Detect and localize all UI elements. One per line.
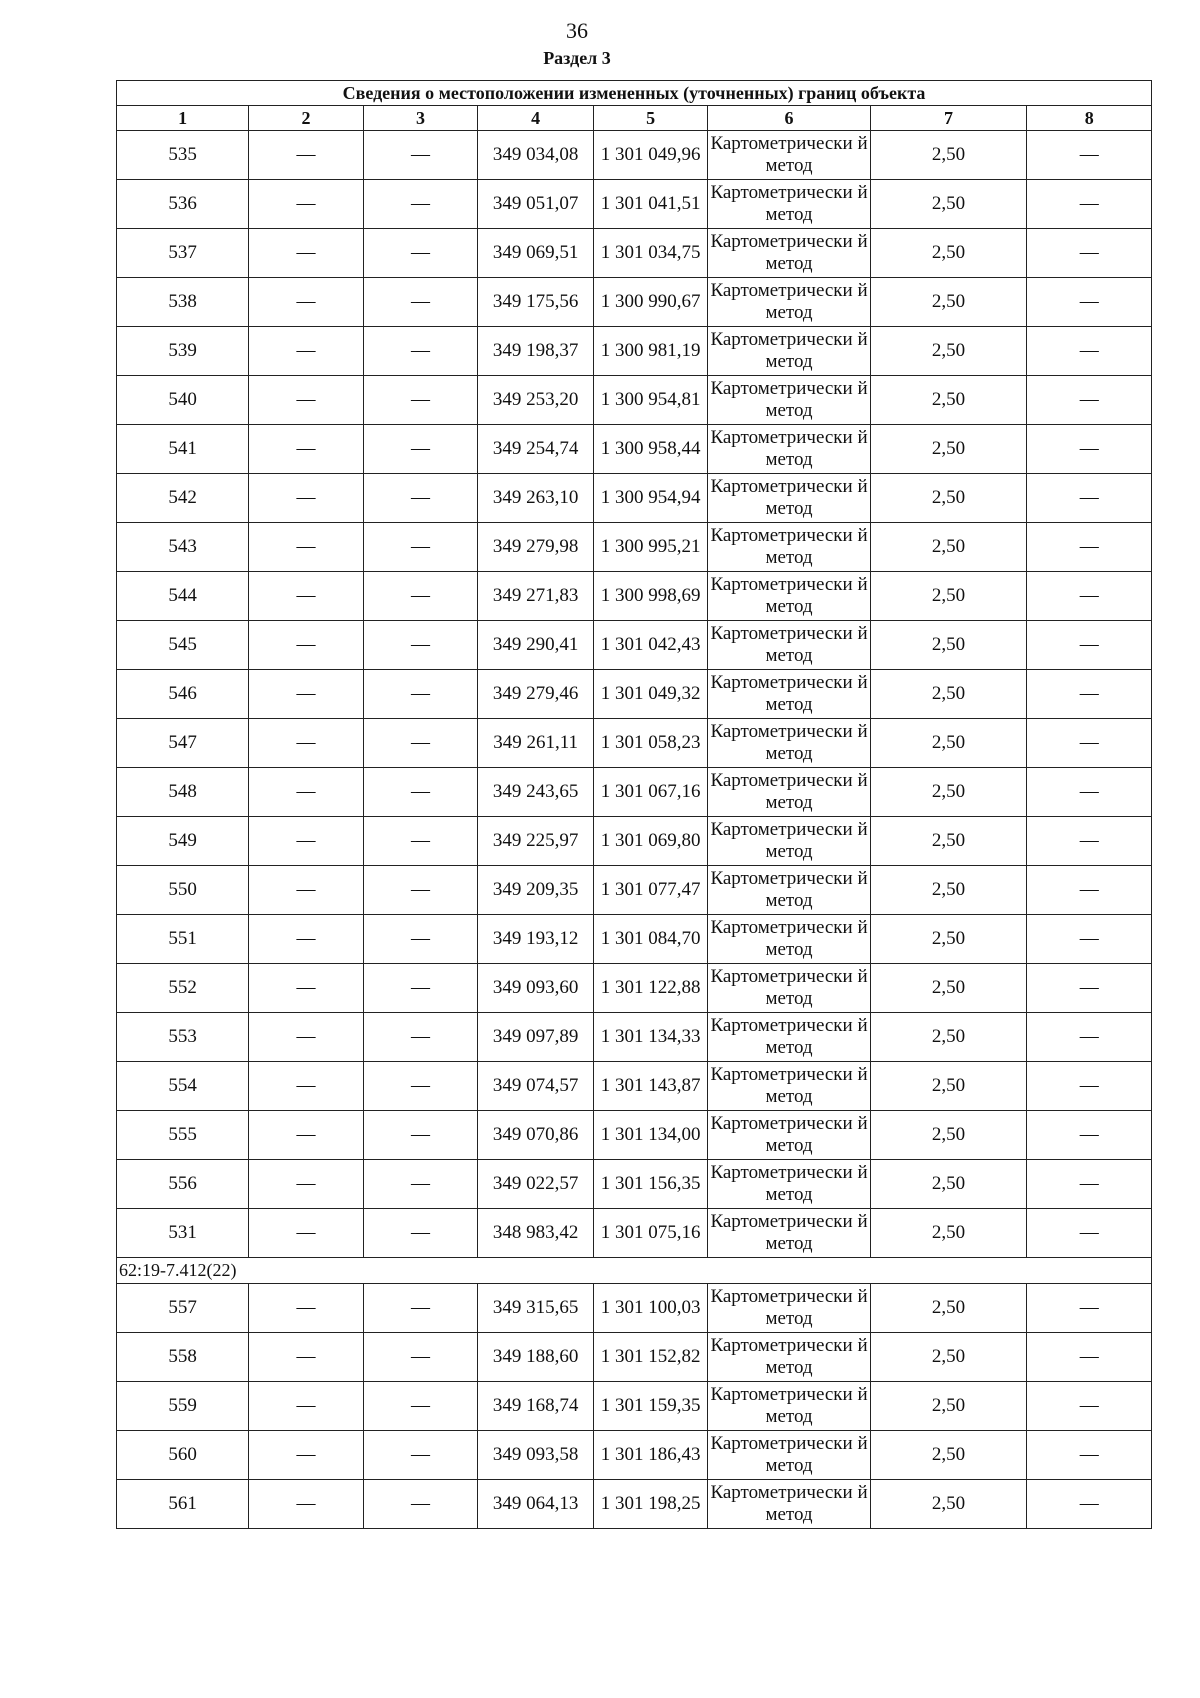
column-number: 1: [117, 106, 249, 131]
empty-value-cell: —: [363, 621, 478, 670]
empty-value-cell: —: [249, 817, 364, 866]
method-cell: Картометрически й метод: [708, 1382, 870, 1431]
accuracy-cell: 2,50: [870, 572, 1027, 621]
x-coordinate-cell: 349 271,83: [478, 572, 594, 621]
empty-value-cell: —: [363, 1480, 478, 1529]
empty-value-cell: —: [363, 670, 478, 719]
x-coordinate-cell: 349 074,57: [478, 1062, 594, 1111]
accuracy-cell: 2,50: [870, 670, 1027, 719]
empty-value-cell: —: [249, 964, 364, 1013]
x-coordinate-cell: 349 263,10: [478, 474, 594, 523]
method-cell: Картометрически й метод: [708, 523, 870, 572]
x-coordinate-cell: 349 188,60: [478, 1333, 594, 1382]
accuracy-cell: 2,50: [870, 278, 1027, 327]
empty-value-cell: —: [363, 1111, 478, 1160]
empty-value-cell: —: [363, 229, 478, 278]
x-coordinate-cell: 349 193,12: [478, 915, 594, 964]
accuracy-cell: 2,50: [870, 523, 1027, 572]
empty-value-cell: —: [1027, 915, 1152, 964]
method-cell: Картометрически й метод: [708, 768, 870, 817]
accuracy-cell: 2,50: [870, 964, 1027, 1013]
method-cell: Картометрически й метод: [708, 670, 870, 719]
method-cell: Картометрически й метод: [708, 1431, 870, 1480]
accuracy-cell: 2,50: [870, 1160, 1027, 1209]
x-coordinate-cell: 349 209,35: [478, 866, 594, 915]
empty-value-cell: —: [1027, 1013, 1152, 1062]
empty-value-cell: —: [363, 278, 478, 327]
empty-value-cell: —: [1027, 768, 1152, 817]
y-coordinate-cell: 1 301 156,35: [593, 1160, 708, 1209]
y-coordinate-cell: 1 301 084,70: [593, 915, 708, 964]
accuracy-cell: 2,50: [870, 1382, 1027, 1431]
empty-value-cell: —: [249, 180, 364, 229]
empty-value-cell: —: [249, 719, 364, 768]
empty-value-cell: —: [1027, 621, 1152, 670]
point-number-cell: 540: [117, 376, 249, 425]
method-cell: Картометрически й метод: [708, 1160, 870, 1209]
empty-value-cell: —: [249, 1111, 364, 1160]
method-cell: Картометрически й метод: [708, 719, 870, 768]
empty-value-cell: —: [363, 719, 478, 768]
empty-value-cell: —: [249, 278, 364, 327]
point-number-cell: 537: [117, 229, 249, 278]
empty-value-cell: —: [249, 474, 364, 523]
empty-value-cell: —: [363, 1333, 478, 1382]
table-row: [117, 229, 1152, 278]
method-cell: Картометрически й метод: [708, 621, 870, 670]
table-caption-row: [117, 81, 1152, 106]
y-coordinate-cell: 1 301 049,96: [593, 131, 708, 180]
empty-value-cell: —: [249, 1013, 364, 1062]
y-coordinate-cell: 1 301 067,16: [593, 768, 708, 817]
table-row: [117, 1431, 1152, 1480]
y-coordinate-cell: 1 301 100,03: [593, 1284, 708, 1333]
empty-value-cell: —: [1027, 425, 1152, 474]
point-number-cell: 546: [117, 670, 249, 719]
x-coordinate-cell: 349 022,57: [478, 1160, 594, 1209]
y-coordinate-cell: 1 301 069,80: [593, 817, 708, 866]
empty-value-cell: —: [1027, 278, 1152, 327]
accuracy-cell: 2,50: [870, 376, 1027, 425]
y-coordinate-cell: 1 301 034,75: [593, 229, 708, 278]
x-coordinate-cell: 349 254,74: [478, 425, 594, 474]
x-coordinate-cell: 349 175,56: [478, 278, 594, 327]
y-coordinate-cell: 1 301 134,00: [593, 1111, 708, 1160]
method-cell: Картометрически й метод: [708, 425, 870, 474]
x-coordinate-cell: 349 168,74: [478, 1382, 594, 1431]
y-coordinate-cell: 1 301 186,43: [593, 1431, 708, 1480]
empty-value-cell: —: [363, 964, 478, 1013]
point-number-cell: 538: [117, 278, 249, 327]
method-cell: Картометрически й метод: [708, 1333, 870, 1382]
method-cell: Картометрически й метод: [708, 1284, 870, 1333]
accuracy-cell: 2,50: [870, 1431, 1027, 1480]
point-number-cell: 547: [117, 719, 249, 768]
column-number: 5: [593, 106, 708, 131]
empty-value-cell: —: [1027, 474, 1152, 523]
accuracy-cell: 2,50: [870, 1333, 1027, 1382]
x-coordinate-cell: 349 069,51: [478, 229, 594, 278]
method-cell: Картометрически й метод: [708, 278, 870, 327]
empty-value-cell: —: [1027, 1333, 1152, 1382]
accuracy-cell: 2,50: [870, 866, 1027, 915]
table-row: [117, 817, 1152, 866]
empty-value-cell: —: [249, 1284, 364, 1333]
table-row: [117, 131, 1152, 180]
column-number: 8: [1027, 106, 1152, 131]
empty-value-cell: —: [363, 1382, 478, 1431]
accuracy-cell: 2,50: [870, 1284, 1027, 1333]
table-row: [117, 866, 1152, 915]
empty-value-cell: —: [249, 1382, 364, 1431]
y-coordinate-cell: 1 300 954,81: [593, 376, 708, 425]
y-coordinate-cell: 1 301 143,87: [593, 1062, 708, 1111]
section-title: Раздел 3: [543, 48, 611, 68]
empty-value-cell: —: [249, 1209, 364, 1258]
y-coordinate-cell: 1 300 958,44: [593, 425, 708, 474]
x-coordinate-cell: 349 034,08: [478, 131, 594, 180]
point-number-cell: 542: [117, 474, 249, 523]
x-coordinate-cell: 348 983,42: [478, 1209, 594, 1258]
empty-value-cell: —: [363, 768, 478, 817]
point-number-cell: 553: [117, 1013, 249, 1062]
accuracy-cell: 2,50: [870, 474, 1027, 523]
y-coordinate-cell: 1 301 075,16: [593, 1209, 708, 1258]
column-number: 3: [363, 106, 478, 131]
table-row: [117, 376, 1152, 425]
column-number: 2: [249, 106, 364, 131]
table-row: [117, 768, 1152, 817]
table-row: [117, 1062, 1152, 1111]
empty-value-cell: —: [1027, 327, 1152, 376]
table-row: [117, 523, 1152, 572]
y-coordinate-cell: 1 301 134,33: [593, 1013, 708, 1062]
method-cell: Картометрически й метод: [708, 229, 870, 278]
method-cell: Картометрически й метод: [708, 180, 870, 229]
empty-value-cell: —: [249, 425, 364, 474]
x-coordinate-cell: 349 279,98: [478, 523, 594, 572]
y-coordinate-cell: 1 301 041,51: [593, 180, 708, 229]
empty-value-cell: —: [249, 131, 364, 180]
empty-value-cell: —: [249, 1480, 364, 1529]
column-number: 7: [870, 106, 1027, 131]
accuracy-cell: 2,50: [870, 327, 1027, 376]
table-row: [117, 1333, 1152, 1382]
method-cell: Картометрически й метод: [708, 915, 870, 964]
point-number-cell: 543: [117, 523, 249, 572]
point-number-cell: 556: [117, 1160, 249, 1209]
accuracy-cell: 2,50: [870, 229, 1027, 278]
empty-value-cell: —: [1027, 1111, 1152, 1160]
empty-value-cell: —: [1027, 376, 1152, 425]
empty-value-cell: —: [363, 866, 478, 915]
empty-value-cell: —: [363, 523, 478, 572]
boundary-coordinates-table: [116, 80, 1152, 1529]
column-number: 4: [478, 106, 594, 131]
table-row: [117, 474, 1152, 523]
accuracy-cell: 2,50: [870, 180, 1027, 229]
empty-value-cell: —: [249, 1062, 364, 1111]
empty-value-cell: —: [1027, 1431, 1152, 1480]
accuracy-cell: 2,50: [870, 719, 1027, 768]
empty-value-cell: —: [249, 866, 364, 915]
x-coordinate-cell: 349 315,65: [478, 1284, 594, 1333]
point-number-cell: 548: [117, 768, 249, 817]
method-cell: Картометрически й метод: [708, 866, 870, 915]
point-number-cell: 558: [117, 1333, 249, 1382]
empty-value-cell: —: [1027, 817, 1152, 866]
empty-value-cell: —: [363, 1013, 478, 1062]
table-row: [117, 621, 1152, 670]
accuracy-cell: 2,50: [870, 1062, 1027, 1111]
column-number: 6: [708, 106, 870, 131]
empty-value-cell: —: [1027, 1284, 1152, 1333]
column-number-row: [117, 106, 1152, 131]
point-number-cell: 531: [117, 1209, 249, 1258]
method-cell: Картометрически й метод: [708, 1209, 870, 1258]
empty-value-cell: —: [249, 229, 364, 278]
table-caption: Сведения о местоположении измененных (уточненных) границ объекта: [117, 81, 1152, 106]
point-number-cell: 559: [117, 1382, 249, 1431]
empty-value-cell: —: [363, 1209, 478, 1258]
empty-value-cell: —: [363, 376, 478, 425]
empty-value-cell: —: [1027, 229, 1152, 278]
empty-value-cell: —: [249, 1333, 364, 1382]
empty-value-cell: —: [363, 131, 478, 180]
empty-value-cell: —: [1027, 1209, 1152, 1258]
empty-value-cell: —: [249, 621, 364, 670]
x-coordinate-cell: 349 225,97: [478, 817, 594, 866]
method-cell: Картометрически й метод: [708, 817, 870, 866]
point-number-cell: 554: [117, 1062, 249, 1111]
point-number-cell: 541: [117, 425, 249, 474]
table-row: [117, 915, 1152, 964]
empty-value-cell: —: [1027, 1160, 1152, 1209]
method-cell: Картометрически й метод: [708, 572, 870, 621]
accuracy-cell: 2,50: [870, 425, 1027, 474]
empty-value-cell: —: [363, 180, 478, 229]
y-coordinate-cell: 1 301 159,35: [593, 1382, 708, 1431]
empty-value-cell: —: [1027, 964, 1152, 1013]
table-row: [117, 719, 1152, 768]
point-number-cell: 557: [117, 1284, 249, 1333]
empty-value-cell: —: [1027, 1480, 1152, 1529]
empty-value-cell: —: [363, 1160, 478, 1209]
group-label-row: [117, 1258, 1152, 1284]
empty-value-cell: —: [363, 572, 478, 621]
table-row: [117, 1160, 1152, 1209]
x-coordinate-cell: 349 279,46: [478, 670, 594, 719]
point-number-cell: 552: [117, 964, 249, 1013]
accuracy-cell: 2,50: [870, 768, 1027, 817]
empty-value-cell: —: [1027, 572, 1152, 621]
point-number-cell: 549: [117, 817, 249, 866]
point-number-cell: 550: [117, 866, 249, 915]
accuracy-cell: 2,50: [870, 131, 1027, 180]
accuracy-cell: 2,50: [870, 621, 1027, 670]
empty-value-cell: —: [249, 376, 364, 425]
empty-value-cell: —: [363, 327, 478, 376]
method-cell: Картометрически й метод: [708, 1480, 870, 1529]
method-cell: Картометрически й метод: [708, 1013, 870, 1062]
table-row: [117, 278, 1152, 327]
y-coordinate-cell: 1 301 198,25: [593, 1480, 708, 1529]
x-coordinate-cell: 349 093,58: [478, 1431, 594, 1480]
table-row: [117, 327, 1152, 376]
point-number-cell: 544: [117, 572, 249, 621]
table-body: [117, 81, 1152, 1529]
y-coordinate-cell: 1 300 954,94: [593, 474, 708, 523]
table-row: [117, 1284, 1152, 1333]
method-cell: Картометрически й метод: [708, 1111, 870, 1160]
accuracy-cell: 2,50: [870, 1209, 1027, 1258]
x-coordinate-cell: 349 253,20: [478, 376, 594, 425]
method-cell: Картометрически й метод: [708, 474, 870, 523]
point-number-cell: 536: [117, 180, 249, 229]
y-coordinate-cell: 1 301 042,43: [593, 621, 708, 670]
empty-value-cell: —: [249, 1160, 364, 1209]
point-number-cell: 555: [117, 1111, 249, 1160]
point-number-cell: 560: [117, 1431, 249, 1480]
y-coordinate-cell: 1 300 998,69: [593, 572, 708, 621]
x-coordinate-cell: 349 261,11: [478, 719, 594, 768]
accuracy-cell: 2,50: [870, 1013, 1027, 1062]
y-coordinate-cell: 1 301 152,82: [593, 1333, 708, 1382]
method-cell: Картометрически й метод: [708, 327, 870, 376]
empty-value-cell: —: [1027, 670, 1152, 719]
empty-value-cell: —: [363, 474, 478, 523]
cadastral-group-label: 62:19-7.412(22): [117, 1258, 1152, 1284]
empty-value-cell: —: [363, 425, 478, 474]
empty-value-cell: —: [249, 1431, 364, 1480]
empty-value-cell: —: [249, 768, 364, 817]
empty-value-cell: —: [363, 1431, 478, 1480]
table-row: [117, 1209, 1152, 1258]
y-coordinate-cell: 1 301 077,47: [593, 866, 708, 915]
method-cell: Картометрически й метод: [708, 376, 870, 425]
table-row: [117, 1382, 1152, 1431]
y-coordinate-cell: 1 300 990,67: [593, 278, 708, 327]
empty-value-cell: —: [249, 915, 364, 964]
table-row: [117, 1480, 1152, 1529]
empty-value-cell: —: [1027, 866, 1152, 915]
x-coordinate-cell: 349 198,37: [478, 327, 594, 376]
method-cell: Картометрически й метод: [708, 1062, 870, 1111]
point-number-cell: 535: [117, 131, 249, 180]
y-coordinate-cell: 1 301 122,88: [593, 964, 708, 1013]
point-number-cell: 539: [117, 327, 249, 376]
x-coordinate-cell: 349 097,89: [478, 1013, 594, 1062]
y-coordinate-cell: 1 300 995,21: [593, 523, 708, 572]
point-number-cell: 551: [117, 915, 249, 964]
method-cell: Картометрически й метод: [708, 964, 870, 1013]
empty-value-cell: —: [249, 572, 364, 621]
accuracy-cell: 2,50: [870, 1480, 1027, 1529]
empty-value-cell: —: [249, 327, 364, 376]
accuracy-cell: 2,50: [870, 817, 1027, 866]
x-coordinate-cell: 349 093,60: [478, 964, 594, 1013]
empty-value-cell: —: [249, 523, 364, 572]
y-coordinate-cell: 1 301 049,32: [593, 670, 708, 719]
empty-value-cell: —: [363, 915, 478, 964]
empty-value-cell: —: [1027, 1062, 1152, 1111]
table-row: [117, 425, 1152, 474]
empty-value-cell: —: [363, 1062, 478, 1111]
empty-value-cell: —: [1027, 523, 1152, 572]
page-number: 36: [566, 18, 588, 43]
point-number-cell: 561: [117, 1480, 249, 1529]
accuracy-cell: 2,50: [870, 1111, 1027, 1160]
empty-value-cell: —: [1027, 131, 1152, 180]
y-coordinate-cell: 1 300 981,19: [593, 327, 708, 376]
empty-value-cell: —: [363, 817, 478, 866]
y-coordinate-cell: 1 301 058,23: [593, 719, 708, 768]
x-coordinate-cell: 349 290,41: [478, 621, 594, 670]
accuracy-cell: 2,50: [870, 915, 1027, 964]
method-cell: Картометрически й метод: [708, 131, 870, 180]
table-row: [117, 670, 1152, 719]
x-coordinate-cell: 349 070,86: [478, 1111, 594, 1160]
table-row: [117, 1013, 1152, 1062]
empty-value-cell: —: [1027, 180, 1152, 229]
table-row: [117, 180, 1152, 229]
empty-value-cell: —: [1027, 1382, 1152, 1431]
x-coordinate-cell: 349 064,13: [478, 1480, 594, 1529]
x-coordinate-cell: 349 051,07: [478, 180, 594, 229]
table-row: [117, 572, 1152, 621]
table-row: [117, 964, 1152, 1013]
x-coordinate-cell: 349 243,65: [478, 768, 594, 817]
empty-value-cell: —: [363, 1284, 478, 1333]
empty-value-cell: —: [1027, 719, 1152, 768]
table-row: [117, 1111, 1152, 1160]
empty-value-cell: —: [249, 670, 364, 719]
point-number-cell: 545: [117, 621, 249, 670]
